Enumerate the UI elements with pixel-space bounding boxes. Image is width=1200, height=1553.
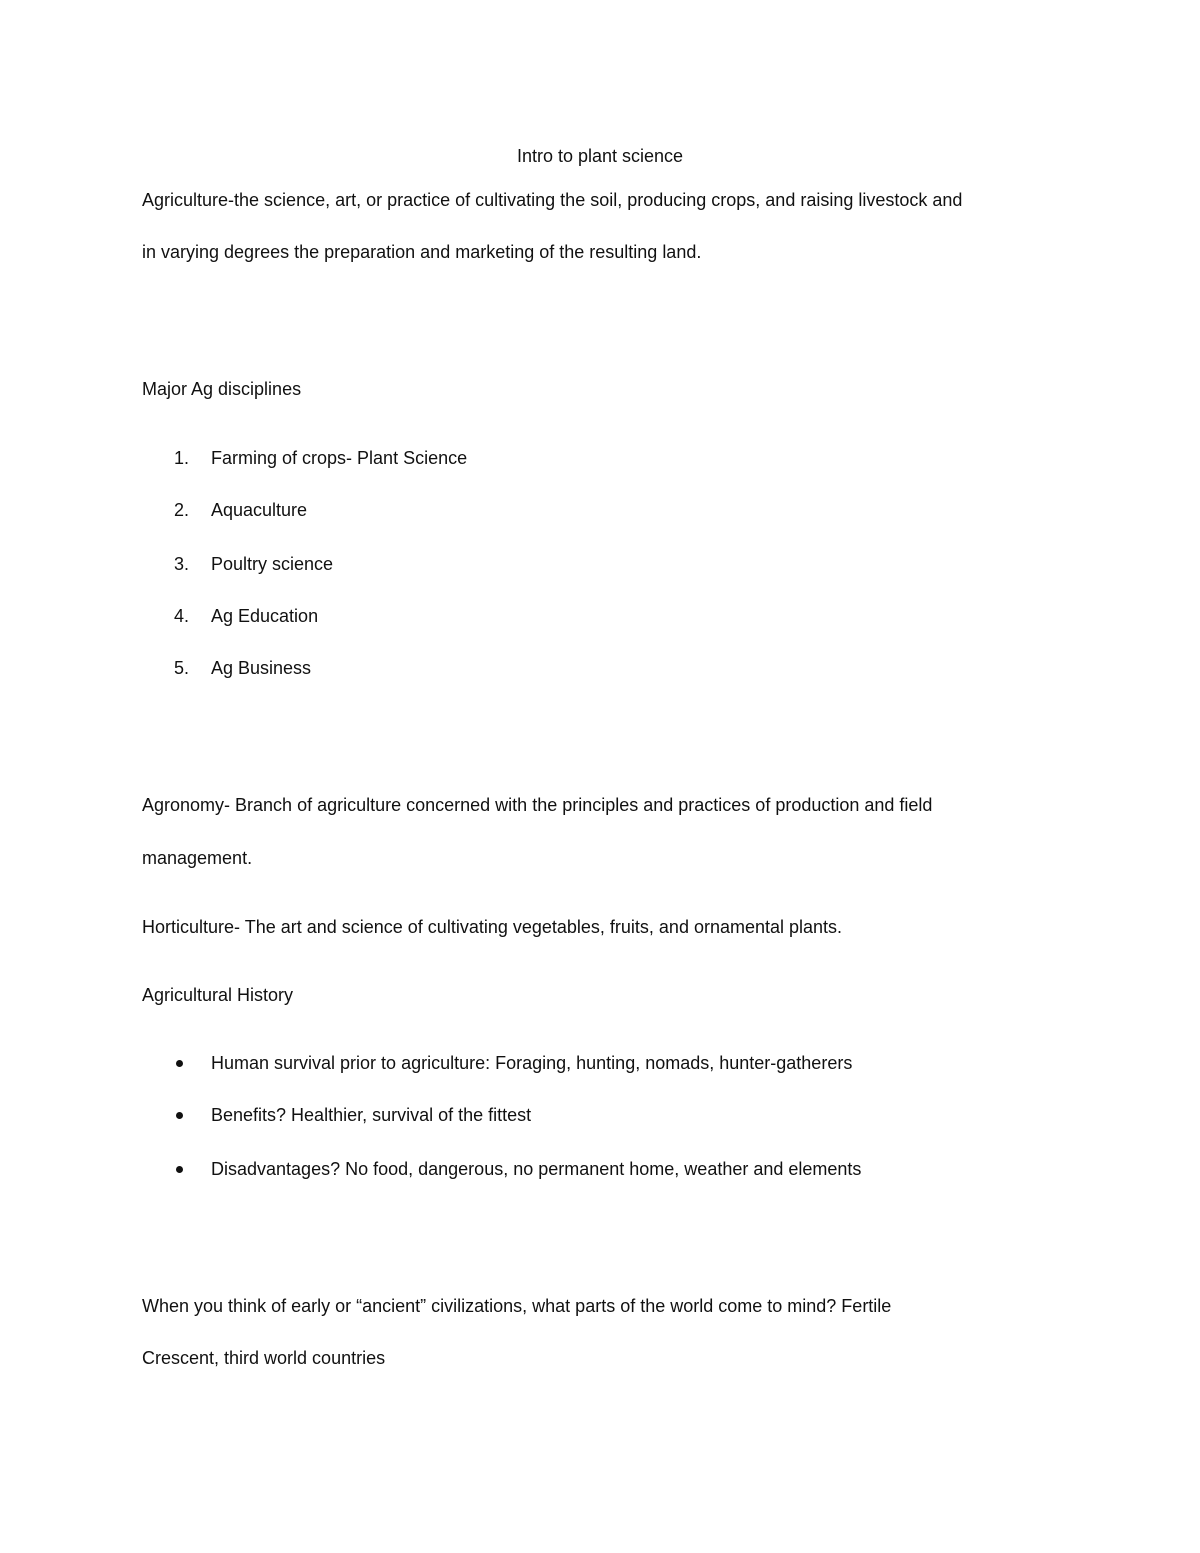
disciplines-heading: Major Ag disciplines (142, 379, 302, 399)
page-title: Intro to plant science (516, 146, 684, 166)
list-item-text: Ag Business (211, 658, 312, 678)
agriculture-definition-line-1: Agriculture-the science, art, or practice of cultivating the soil, producing crops, and raising livestock and (142, 190, 963, 210)
bullet-icon (176, 1060, 183, 1067)
list-item-text: Benefits? Healthier, survival of the fittest (211, 1105, 532, 1125)
list-item-text: Disadvantages? No food, dangerous, no permanent home, weather and elements (211, 1159, 862, 1179)
list-item-text: Poultry science (211, 554, 334, 574)
agronomy-definition-line-2: management. (142, 848, 253, 868)
history-heading: Agricultural History (142, 985, 294, 1005)
list-item-number: 5. (174, 658, 190, 678)
list-item-number: 2. (174, 500, 190, 520)
list-item-text: Farming of crops- Plant Science (211, 448, 468, 468)
list-item-text: Ag Education (211, 606, 319, 626)
list-item-number: 4. (174, 606, 190, 626)
agriculture-definition-line-2: in varying degrees the preparation and marketing of the resulting land. (142, 242, 702, 262)
bullet-icon (176, 1112, 183, 1119)
list-item-number: 1. (174, 448, 190, 468)
list-item-text: Aquaculture (211, 500, 308, 520)
list-item-number: 3. (174, 554, 190, 574)
list-item-text: Human survival prior to agriculture: Foraging, hunting, nomads, hunter-gatherers (211, 1053, 853, 1073)
horticulture-definition: Horticulture- The art and science of cultivating vegetables, fruits, and ornamental plants. (142, 917, 843, 937)
civilizations-question-line-2: Crescent, third world countries (142, 1348, 386, 1368)
bullet-icon (176, 1166, 183, 1173)
civilizations-question-line-1: When you think of early or “ancient” civilizations, what parts of the world come to mind? Fertile (142, 1296, 892, 1316)
agronomy-definition-line-1: Agronomy- Branch of agriculture concerned with the principles and practices of production and field (142, 795, 933, 815)
